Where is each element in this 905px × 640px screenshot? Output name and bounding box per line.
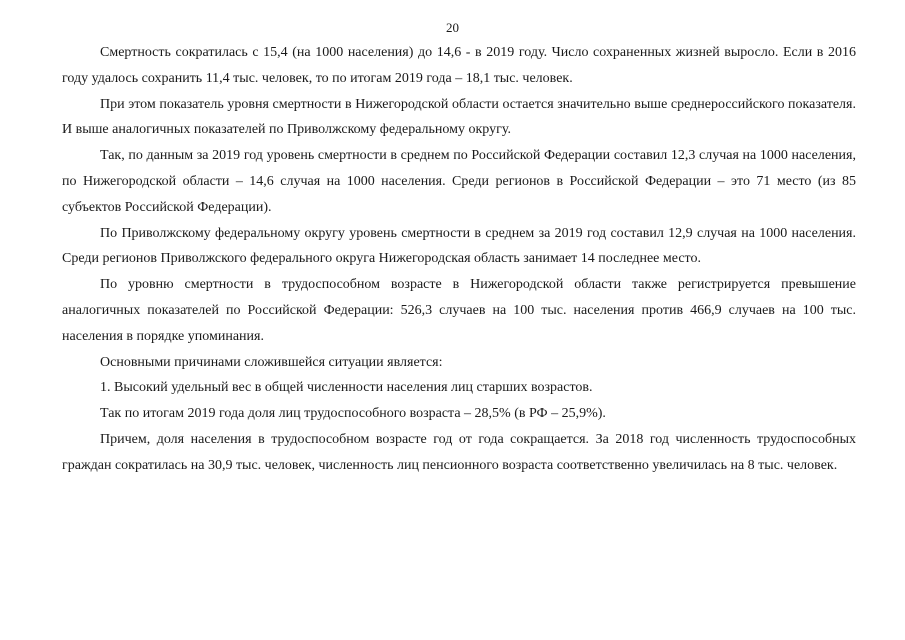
page-number: 20 <box>446 20 459 35</box>
paragraph-russia-comparison: Так, по данным за 2019 год уровень смертности в среднем по Российской Федерации составил 12,3 случая на 1000 населения, по Нижегородской области – 14,6 случая на 1000 населения. Среди регионов в Российской Федерации – это 71 место (из 85 субъектов Российской Федерации). <box>62 148 856 215</box>
document-body <box>62 40 856 479</box>
paragraph-cause-1: 1. Высокий удельный вес в общей численности населения лиц старших возрастов. <box>100 380 593 396</box>
paragraph-mortality-decline: Смертность сократилась с 15,4 (на 1000 населения) до 14,6 - в 2019 году. Число сохраненных жизней выросло. Если в 2016 году удалось сохранить 11,4 тыс. человек, то по итогам 2019 года – 18,1 тыс. человек. <box>62 45 856 86</box>
paragraph-workforce-decline: Причем, доля населения в трудоспособном возрасте год от года сокращается. За 2018 год численность трудоспособных граждан сократилась на 30,9 тыс. человек, численность лиц пенсионного возраста соответственно увеличилась на 8 тыс. человек. <box>62 431 856 473</box>
paragraph-volga-district: По Приволжскому федеральному округу уровень смертности в среднем за 2019 год составил 12,9 случая на 1000 населения. Среди регионов Приволжского федерального округа Нижегородская область занимает 14 последнее место. <box>62 225 856 267</box>
paragraph-above-average: При этом показатель уровня смертности в Нижегородской области остается значительно выше среднероссийского показателя. И выше аналогичных показателей по Приволжскому федеральному округу. <box>62 96 856 138</box>
paragraph-main-causes: Основными причинами сложившейся ситуации является: <box>100 354 443 370</box>
paragraph-working-age-share: Так по итогам 2019 года доля лиц трудоспособного возраста – 28,5% (в РФ – 25,9%). <box>100 406 606 422</box>
paragraph-working-age-mortality: По уровню смертности в трудоспособном возрасте в Нижегородской области также регистрируется превышение аналогичных показателей по Российской Федерации: 526,3 случаев на 100 тыс. населения против 466,9 случаев на 100 тыс. населения в порядке упоминания. <box>62 277 856 344</box>
